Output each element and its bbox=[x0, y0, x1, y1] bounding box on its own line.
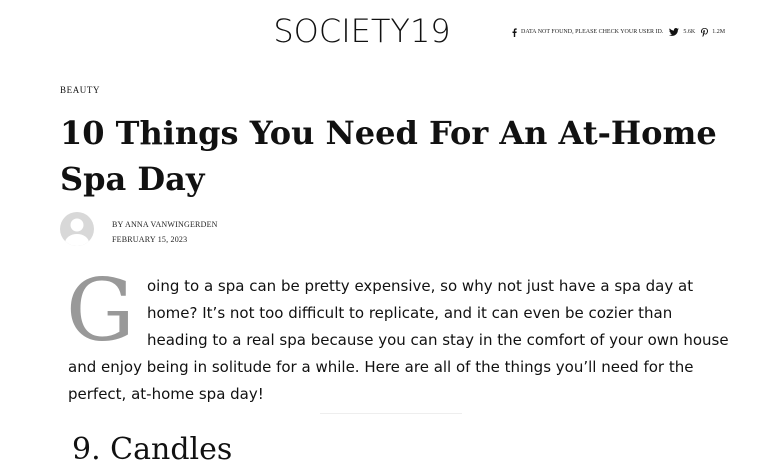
content-divider bbox=[320, 413, 462, 414]
social-bar bbox=[512, 26, 731, 38]
intro-line: heading to a real spa because you can stay in the comfort of your own house bbox=[147, 331, 729, 349]
article-title: 10 Things You Need For An At-Home Spa Day bbox=[60, 114, 717, 198]
avatar-placeholder[interactable] bbox=[60, 212, 94, 246]
publish-date: FEBRUARY 15, 2023 bbox=[112, 235, 188, 244]
twitter-icon[interactable] bbox=[669, 28, 679, 36]
intro-line: and enjoy being in solitude for a while. Here are all of the things you’ll need for the bbox=[68, 358, 694, 376]
drop-cap: G bbox=[66, 261, 135, 361]
category-label[interactable]: BEAUTY bbox=[60, 85, 101, 95]
twitter-count[interactable]: 5.6K bbox=[683, 29, 696, 35]
byline bbox=[112, 217, 218, 247]
facebook-icon[interactable] bbox=[512, 28, 517, 37]
intro-line: perfect, at-home spa day! bbox=[68, 385, 264, 403]
author-name[interactable]: BY ANNA VANWINGERDEN bbox=[112, 220, 218, 229]
facebook-count[interactable]: DATA NOT FOUND, PLEASE CHECK YOUR USER ID. bbox=[521, 29, 664, 35]
intro-line: home? It’s not too difficult to replicate, and it can even be cozier than bbox=[147, 304, 673, 322]
site-logo[interactable]: SOCIETY19 bbox=[273, 12, 451, 50]
section-heading: 9. Candles bbox=[72, 432, 233, 467]
pinterest-count[interactable]: 1.2M bbox=[712, 29, 726, 35]
pinterest-icon[interactable] bbox=[701, 28, 708, 37]
intro-line: oing to a spa can be pretty expensive, so why not just have a spa day at bbox=[147, 277, 694, 295]
